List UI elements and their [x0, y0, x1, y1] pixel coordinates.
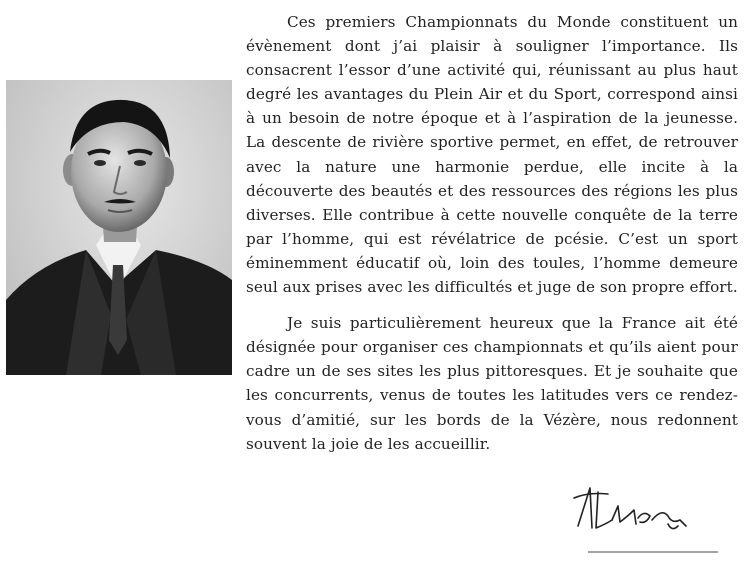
letter-body: [246, 10, 738, 456]
portrait-image: [6, 80, 232, 375]
paragraph-1: Ces premiers Championnats du Monde constituent un évènement dont j’ai plaisir à souligner l’importance. Ils consacrent l’essor d’une activité qui, réunissant au plus haut degré les avantages du Plein Air et du Sport, correspond ainsi à un besoin de notre époque et à l’aspiration de la jeunesse. La descente de rivière sportive permet, en effet, de retrouver avec la nature une harmonie perdue, elle incite à la découverte des beautés et des ressources des régions les plus diverses. Elle contribue à cette nouvelle conquête de la terre par l’homme, qui est révélatrice de pcésie. C’est un sport éminemment éducatif où, loin des toules, l’homme demeure seul aux prises avec les difficultés et juge de son propre effort.: [246, 13, 738, 297]
portrait-photo: [6, 80, 232, 375]
handwritten-signature: [548, 476, 738, 558]
paragraph-2: Je suis particulièrement heureux que la France ait été désignée pour organiser ces championnats et qu’ils aient pour cadre un de ses sites les plus pittoresques. Et je souhaite que les concurrents, venus de toutes les latitudes vers ce rendez-vous d’amitié, sur les bords de la Vézère, nous redonnent souvent la joie de les accueillir.: [246, 314, 738, 453]
signature-drawing: [548, 476, 738, 558]
